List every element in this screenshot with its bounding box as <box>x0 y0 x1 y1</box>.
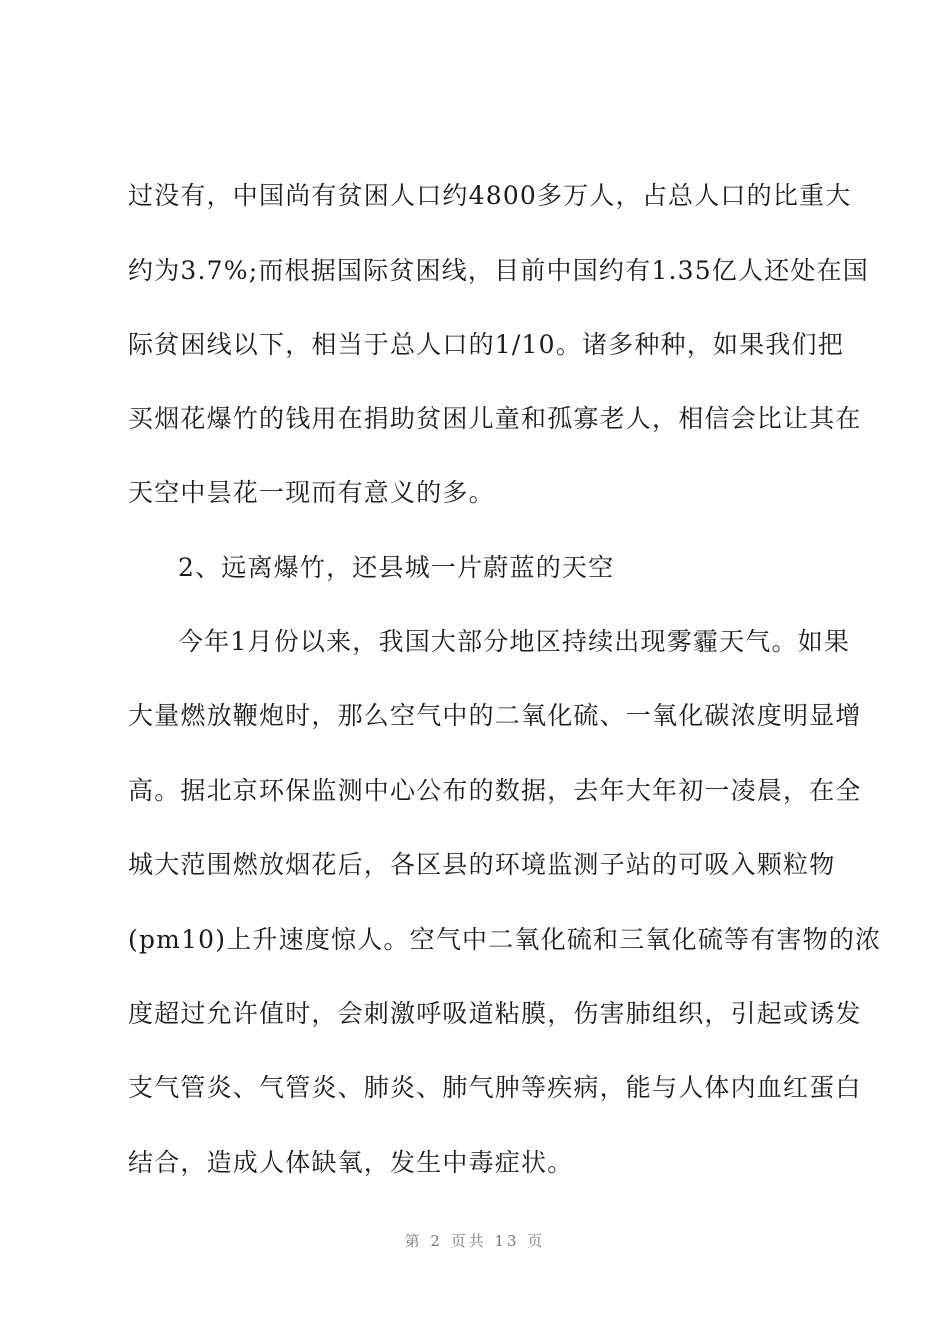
paragraph-line: 高。据北京环保监测中心公布的数据，去年大年初一凌晨，在全 <box>128 776 862 805</box>
paragraph-line: 约为3.7%;而根据国际贫困线，目前中国约有1.35亿人还处在国 <box>128 256 870 285</box>
paragraph-line: 今年1月份以来，我国大部分地区持续出现雾霾天气。如果 <box>178 627 851 656</box>
paragraph-line: 城大范围燃放烟花后，各区县的环境监测子站的可吸入颗粒物 <box>128 850 836 879</box>
paragraph-line: 际贫困线以下，相当于总人口的1/10。诸多种种，如果我们把 <box>128 330 844 359</box>
paragraph-line: 支气管炎、气管炎、肺炎、肺气肿等疾病，能与人体内血红蛋白 <box>128 1073 862 1102</box>
paragraph-line: 天空中昙花一现而有意义的多。 <box>128 478 495 507</box>
paragraph-line: 买烟花爆竹的钱用在捐助贫困儿童和孤寡老人，相信会比让其在 <box>128 404 862 433</box>
paragraph-line: (pm10)上升速度惊人。空气中二氧化硫和三氧化硫等有害物的浓 <box>128 925 882 954</box>
page-number-footer: 第 2 页共 13 页 <box>404 1232 546 1250</box>
section-heading: 2、远离爆竹，还县城一片蔚蓝的天空 <box>178 553 615 582</box>
paragraph-line: 结合，造成人体缺氧，发生中毒症状。 <box>128 1148 574 1177</box>
paragraph-line: 大量燃放鞭炮时，那么空气中的二氧化硫、一氧化碳浓度明显增 <box>128 701 862 730</box>
paragraph-line: 过没有，中国尚有贫困人口约4800多万人，占总人口的比重大 <box>128 181 852 210</box>
paragraph-line: 度超过允许值时，会刺激呼吸道粘膜，伤害肺组织，引起或诱发 <box>128 999 862 1028</box>
